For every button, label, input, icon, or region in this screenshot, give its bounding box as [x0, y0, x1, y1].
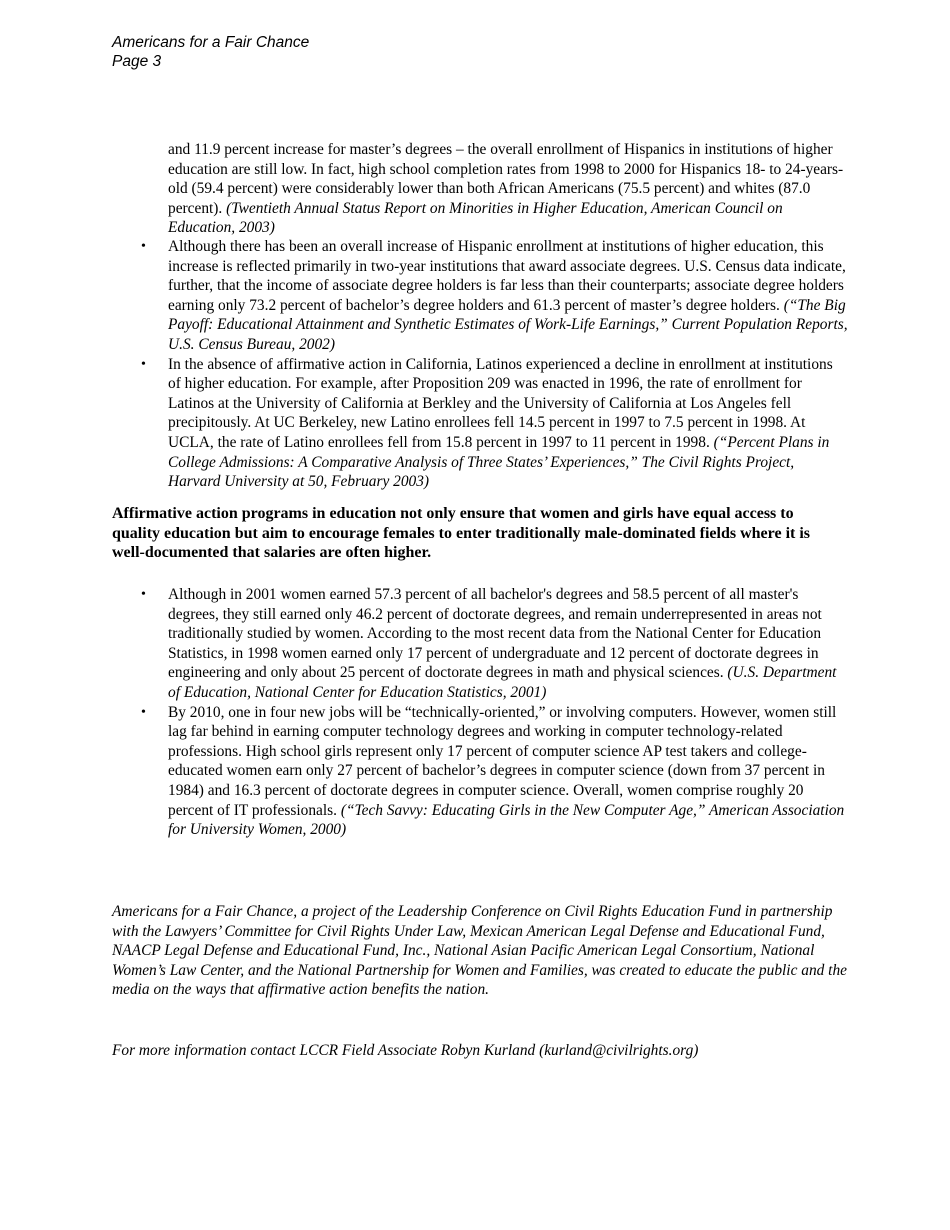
- header-page-number: Page 3: [112, 52, 162, 70]
- continuation-citation: (Twentieth Annual Status Report on Minorities in Higher Education, American Council on Education, 2003): [168, 199, 783, 237]
- bullet-icon: •: [141, 704, 146, 720]
- list-item: [141, 585, 848, 703]
- bullet-icon: •: [141, 356, 146, 372]
- list-item: [141, 237, 848, 355]
- bullet-citation: (“Tech Savvy: Educating Girls in the New Computer Age,” American Association for University Women, 2000): [168, 801, 845, 839]
- bullet-citation: (“The Big Payoff: Educational Attainment and Synthetic Estimates of Work-Life Earnings,” Current Population Reports, U.S. Census Bureau, 2002): [168, 296, 848, 353]
- continuation-paragraph: [168, 140, 848, 238]
- bullet-citation: (U.S. Department of Education, National Center for Education Statistics, 2001): [168, 664, 837, 701]
- bullet-icon: •: [141, 239, 146, 254]
- about-paragraph: Americans for a Fair Chance, a project of the Leadership Conference on Civil Rights Education Fund in partnership with the Lawyers’ Committee for Civil Rights Under Law, Mexican American Legal Defense and Educational Fund, NAACP Legal Defense and Educational Fund, Inc., National Asian Pacific American Legal Consortium, National Women’s Law Center, and the National Partnership for Women and Families, was created to educate the public and the media on the ways that affirmative action benefits the nation.: [112, 903, 847, 999]
- hispanic-bullet-list: [141, 237, 848, 492]
- bullet-text: By 2010, one in four new jobs will be “technically-oriented,” or involving computers. However, women still lag far behind in earning computer technology degrees and working in computer technology-related professions. High school girls represent only 17 percent of computer science AP test takers and college-educated women earn only 27 percent of bachelor’s degrees in computer science (down from 37 percent in 1984) and 16.3 percent of doctorate degrees in computer science. Overall, women comprise roughly 20 percent of IT professionals.: [168, 703, 837, 819]
- bullet-icon: •: [141, 587, 146, 602]
- bullet-text: Although in 2001 women earned 57.3 percent of all bachelor's degrees and 58.5 percent of all master's degrees, they still earned only 46.2 percent of doctorate degrees, and remain underrepresented in areas not traditionally studied by women. According to the most recent data from the National Center for Education Statistics, in 1998 women earned only 17 percent of undergraduate and 12 percent of doctorate degrees in engineering and only about 25 percent of doctorate degrees in math and physical sciences.: [168, 586, 822, 682]
- list-item: [141, 355, 848, 492]
- contact-line: For more information contact LCCR Field Associate Robyn Kurland (kurland@civilrights.org): [112, 1042, 699, 1059]
- bullet-text: Although there has been an overall increase of Hispanic enrollment at institutions of higher education, this increase is reflected primarily in two-year institutions that award associate degrees. U.S. Census data indicate, further, that the income of associate degree holders is far less than their counterparts; associate degree holders earning only 73.2 percent of bachelor’s degree holders and 61.3 percent of master’s degree holders.: [168, 238, 846, 314]
- women-section-heading: Affirmative action programs in education not only ensure that women and girls have equal access to quality education but aim to encourage females to enter traditionally male-dominated fields where it is well-documented that salaries are often higher.: [112, 505, 811, 562]
- continuation-text: and 11.9 percent increase for master’s degrees – the overall enrollment of Hispanics in institutions of higher education are still low. In fact, high school completion rates from 1998 to 2000 for Hispanics 18- to 24-years-old (59.4 percent) were considerably lower than both African Americans (75.5 percent) and whites (87.0 percent).: [168, 141, 844, 217]
- women-bullet-list: [141, 585, 848, 840]
- list-item: [141, 703, 848, 840]
- bullet-text: In the absence of affirmative action in California, Latinos experienced a decline in enrollment at institutions of higher education. For example, after Proposition 209 was enacted in 1996, the rate of enrollment for Latinos at the University of California at Berkley and the University of California at Los Angeles fell precipitously. At UC Berkeley, new Latino enrollees fell 14.5 percent in 1997 to 7.5 percent in 1998. At UCLA, the rate of Latino enrollees fell from 15.8 percent in 1997 to 11 percent in 1998.: [168, 355, 833, 451]
- bullet-citation: (“Percent Plans in College Admissions: A Comparative Analysis of Three States’ Experiences,” The Civil Rights Project, Harvard University at 50, February 2003): [168, 433, 830, 491]
- page-header: [112, 34, 309, 71]
- header-org-name: Americans for a Fair Chance: [112, 34, 310, 51]
